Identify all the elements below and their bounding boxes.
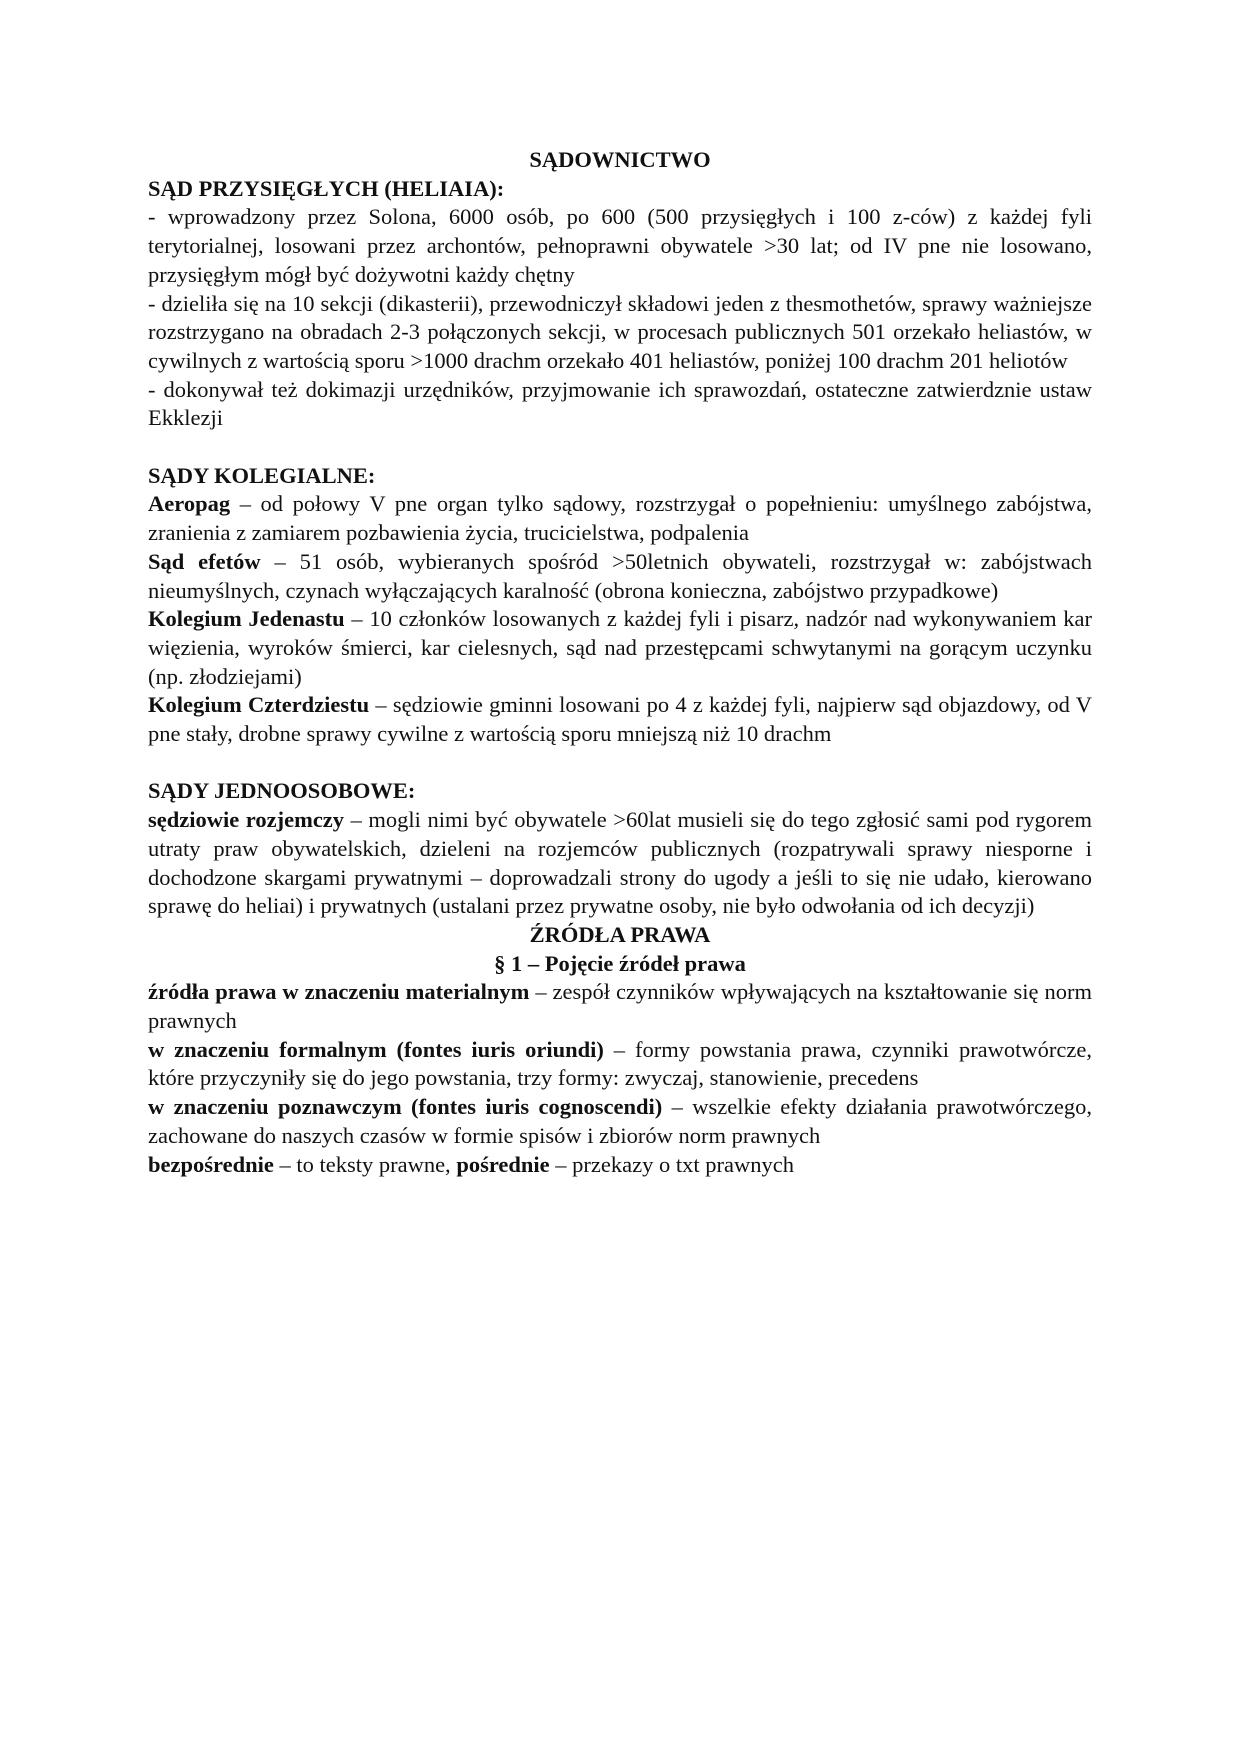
paragraph: [148, 490, 1092, 547]
paragraph: [148, 605, 1092, 691]
term: Kolegium Jedenastu: [148, 606, 345, 632]
definition: – mogli nimi być obywatele >60lat musieli się do tego zgłosić sami pod rygorem utraty praw obywatelskich, dzieleni na rozjemców publicznych (rozpatrywali sprawy niesporne i dochodzone skargami prywatnymi – doprowadzali strony do ugody a jeśli to się nie udało, kierowano sprawę do heliai) i prywatnych (ustalani przez prywatne osoby, nie było odwołania od ich decyzji): [148, 807, 1093, 919]
term: pośrednie: [456, 1151, 550, 1177]
definition: – przekazy o txt prawnych: [549, 1151, 794, 1177]
definition: – zespół czynników wpływających na kształtowanie się norm prawnych: [148, 979, 1092, 1034]
paragraph: - dokonywał też dokimazji urzędników, przyjmowanie ich sprawozdań, ostateczne zatwierdznie ustaw Ekklezji: [148, 376, 1092, 431]
definition: – formy powstania prawa, czynniki prawotwórcze, które przyczyniły się do jego powstania, trzy formy: zwyczaj, stanowienie, precedens: [148, 1036, 1092, 1091]
paragraph: - dzieliła się na 10 sekcji (dikasterii), przewodniczył składowi jeden z thesmothetów, sprawy ważniejsze rozstrzygano na obradach 2-3 połączonych sekcji, w procesach publicznych 501 orzekało heliastów, w cywilnych z wartością sporu >1000 drachm orzekało 401 heliastów, poniżej 100 drachm 201 heliotów: [148, 290, 1092, 373]
section-heading-heliaia: SĄD PRZYSIĘGŁYCH (HELIAIA):: [148, 175, 505, 201]
section-title-zrodla-prawa: ŹRÓDŁA PRAWA: [529, 921, 711, 947]
term: w znaczeniu poznawczym (fontes iuris cognoscendi): [148, 1094, 663, 1120]
paragraph: [148, 1151, 1092, 1180]
document-body: [148, 146, 1092, 1179]
paragraph: [148, 1093, 1092, 1150]
paragraph: [148, 806, 1092, 921]
definition: – 51 osób, wybieranych spośród >50letnich obywateli, rozstrzygał w: zabójstwach nieumyślnych, czynach wyłączających karalność (obrona konieczna, zabójstwo przypadkowe): [148, 548, 1093, 603]
section-heading-kolegialne: SĄDY KOLEGIALNE:: [148, 462, 376, 488]
term: bezpośrednie: [148, 1151, 274, 1177]
term: źródła prawa w znaczeniu materialnym: [148, 979, 530, 1005]
paragraph: [148, 978, 1092, 1035]
page-title: SĄDOWNICTWO: [529, 147, 711, 172]
definition: – od połowy V pne organ tylko sądowy, rozstrzygał o popełnieniu: umyślnego zabójstwa, zranienia z zamiarem pozbawienia życia, trucicielstwa, podpalenia: [148, 491, 1092, 546]
term: Kolegium Czterdziestu: [148, 692, 370, 718]
definition: – to teksty prawne,: [273, 1151, 457, 1177]
term: w znaczeniu formalnym (fontes iuris oriundi): [148, 1036, 604, 1062]
paragraph: - wprowadzony przez Solona, 6000 osób, po 600 (500 przysięgłych i 100 z-ców) z każdej fyli terytorialnej, losowani przez archontów, pełnoprawni obywatele >30 lat; od IV pne nie losowano, przysięgłym mógł być dożywotni każdy chętny: [148, 204, 1092, 287]
spacer: [148, 433, 1092, 462]
section-subtitle: § 1 – Pojęcie źródeł prawa: [494, 950, 746, 976]
paragraph: [148, 548, 1092, 605]
definition: – 10 członków losowanych z każdej fyli i pisarz, nadzór nad wykonywaniem kar więzienia, wyroków śmierci, kar cielesnych, sąd nad przestępcami schwytanymi na gorącym uczynku (np. złodziejami): [148, 606, 1092, 689]
definition: – wszelkie efekty działania prawotwórczego, zachowane do naszych czasów w formie spisów i zbiorów norm prawnych: [148, 1094, 1092, 1148]
paragraph: [148, 1036, 1092, 1093]
paragraph: [148, 691, 1092, 748]
term: Sąd efetów: [148, 548, 261, 574]
definition: – sędziowie gminni losowani po 4 z każdej fyli, najpierw sąd objazdowy, od V pne stały, drobne sprawy cywilne z wartością sporu mniejszą niż 10 drachm: [148, 692, 1092, 747]
section-heading-jednoosobowe: SĄDY JEDNOOSOBOWE:: [148, 778, 416, 804]
term: Aeropag: [148, 491, 231, 517]
term: sędziowie rozjemczy: [148, 807, 345, 833]
spacer: [148, 749, 1092, 778]
